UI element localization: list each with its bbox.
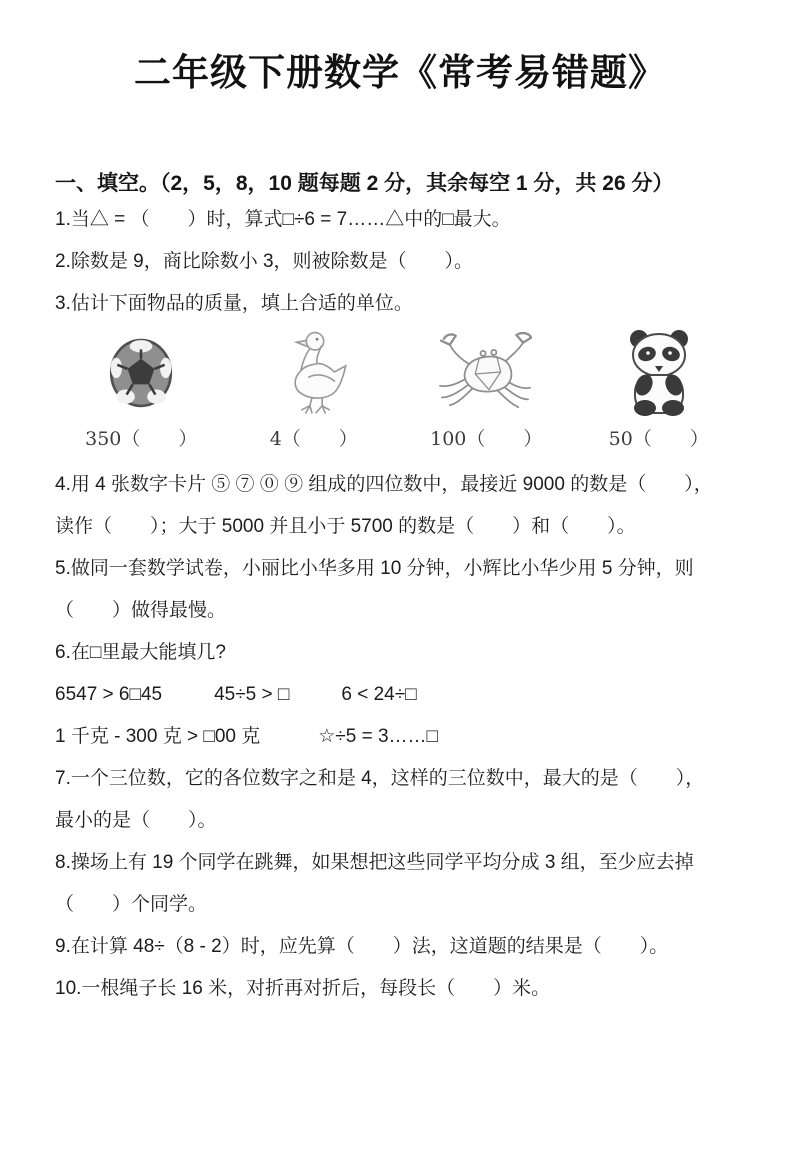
question-5-line-1: 5.做同一套数学试卷，小丽比小华多用 10 分钟，小辉比小华少用 5 分钟，则 — [55, 558, 694, 579]
worksheet-page — [0, 45, 793, 1010]
soccer-ball-mass-blank: 350（ ） — [85, 428, 198, 450]
question-8-line-2: （ ）个同学。 — [55, 894, 208, 915]
question-6-text: 6.在□里最大能填几? — [55, 642, 226, 663]
question-1-text: 1.当△ = （ ）时，算式□÷6 = 7……△中的□最大。 — [55, 209, 511, 230]
soccer-ball-icon — [108, 337, 174, 409]
duck-mass-blank: 4（ ） — [269, 428, 358, 450]
duck-image — [228, 328, 401, 418]
expression-kilogram: 1 千克 - 300 克 > □00 克 — [55, 726, 261, 747]
soccer-ball-image — [55, 337, 228, 409]
question-2-text: 2.除数是 9，商比除数小 3，则被除数是（ ）。 — [55, 251, 474, 272]
question-9-text: 9.在计算 48÷（8 - 2）时，应先算（ ）法，这道题的结果是（ ）。 — [55, 936, 669, 957]
question-6-expressions-row-1 — [55, 674, 745, 716]
expression-24-div: 6 < 24÷□ — [341, 684, 417, 705]
expression-6547: 6547 > 6□45 — [55, 684, 163, 705]
duck-icon — [278, 328, 350, 418]
panda-image — [573, 328, 746, 418]
section-heading-fill-in-blanks: 一、填空。（2，5，8，10 题每题 2 分，其余每空 1 分，共 26 分） — [55, 172, 674, 195]
page-title: 二年级下册数学《常考易错题》 — [134, 52, 666, 93]
expression-45-div-5: 45÷5 > □ — [214, 684, 290, 705]
question-3-pictures-row — [55, 325, 745, 421]
expression-star-div-5: ☆÷5 = 3……□ — [318, 726, 438, 747]
crab-icon — [432, 329, 540, 417]
question-3-answers-row — [55, 421, 745, 454]
question-6-expressions-row-2 — [55, 716, 745, 758]
question-3-text: 3.估计下面物品的质量，填上合适的单位。 — [55, 293, 413, 314]
crab-mass-blank: 100（ ） — [430, 428, 543, 450]
question-4-line-1: 4.用 4 张数字卡片 ⑤ ⑦ ⓪ ⑨ 组成的四位数中，最接近 9000 的数是（ ）， — [55, 474, 713, 495]
question-8-line-1: 8.操场上有 19 个同学在跳舞，如果想把这些同学平均分成 3 组，至少应去掉 — [55, 852, 694, 873]
question-10-text: 10.一根绳子长 16 米，对折再对折后，每段长（ ）米。 — [55, 978, 551, 999]
question-7-line-2: 最小的是（ ）。 — [55, 810, 217, 831]
question-7-line-1: 7.一个三位数，它的各位数字之和是 4，这样的三位数中，最大的是（ ）， — [55, 768, 705, 789]
panda-icon — [624, 328, 694, 418]
panda-mass-blank: 50（ ） — [608, 428, 709, 450]
question-4-line-2: 读作（ ）；大于 5000 并且小于 5700 的数是（ ）和（ ）。 — [55, 516, 636, 537]
question-5-line-2: （ ）做得最慢。 — [55, 600, 227, 621]
crab-image — [400, 329, 573, 417]
